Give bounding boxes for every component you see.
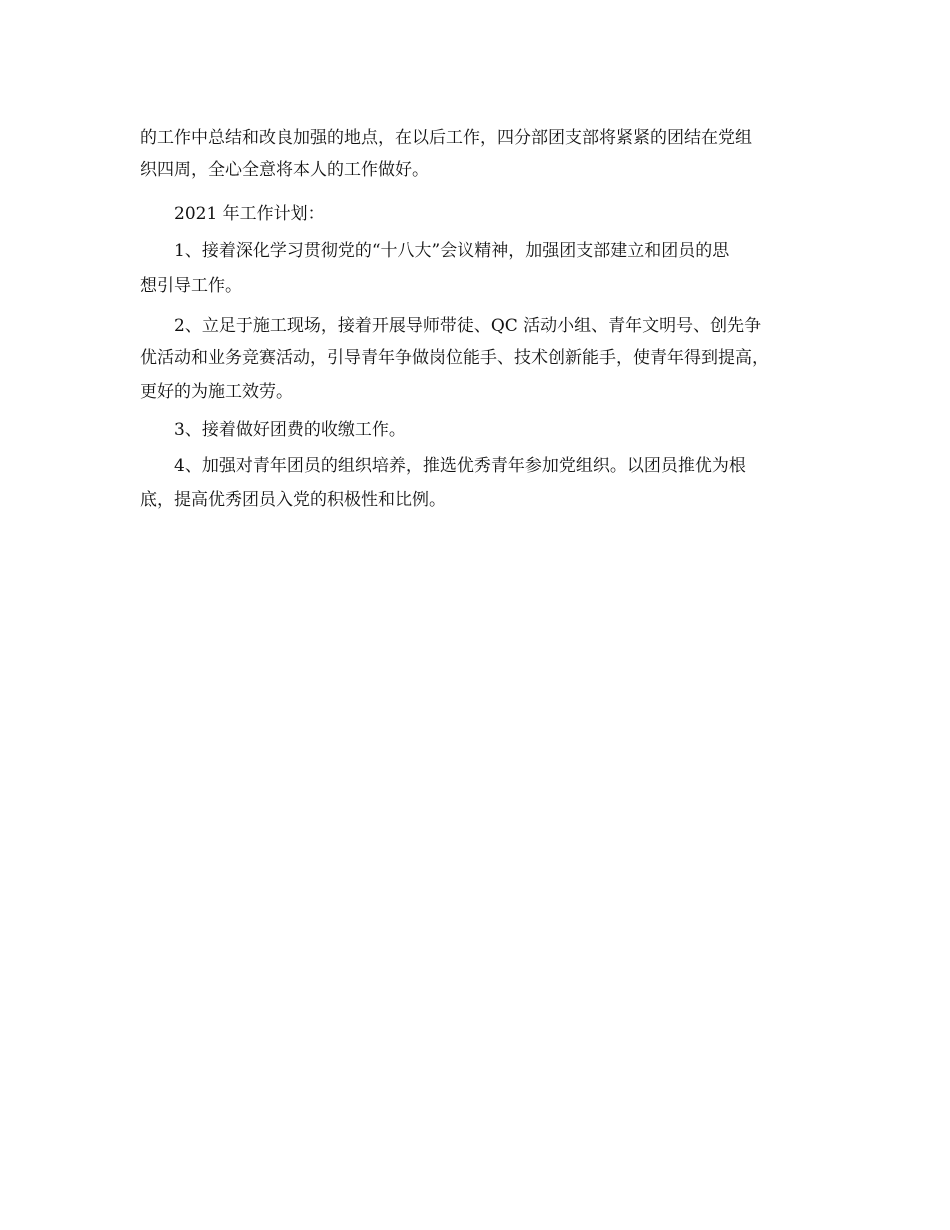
paragraph-line: 更好的为施工效劳。 bbox=[140, 382, 293, 402]
paragraph-line: 的工作中总结和改良加强的地点，在以后工作，四分部团支部将紧紧的团结在党组 bbox=[140, 128, 752, 148]
section-heading: 2021 年工作计划： bbox=[174, 204, 325, 224]
paragraph-line: 3、接着做好团费的收缴工作。 bbox=[174, 420, 406, 440]
paragraph-line: 底，提高优秀团员入党的积极性和比例。 bbox=[140, 490, 446, 510]
paragraph-line: 4、加强对青年团员的组织培养，推选优秀青年参加党组织。以团员推优为根 bbox=[174, 456, 746, 476]
paragraph-line: 2、立足于施工现场，接着开展导师带徒、QC 活动小组、青年文明号、创先争 bbox=[174, 316, 762, 336]
paragraph-line: 想引导工作。 bbox=[140, 276, 242, 296]
paragraph-line: 织四周，全心全意将本人的工作做好。 bbox=[140, 160, 429, 180]
paragraph-line: 优活动和业务竞赛活动，引导青年争做岗位能手、技术创新能手，使青年得到提高， bbox=[140, 348, 769, 368]
paragraph-line: 1、接着深化学习贯彻党的“十八大”会议精神，加强团支部建立和团员的思 bbox=[174, 241, 730, 261]
